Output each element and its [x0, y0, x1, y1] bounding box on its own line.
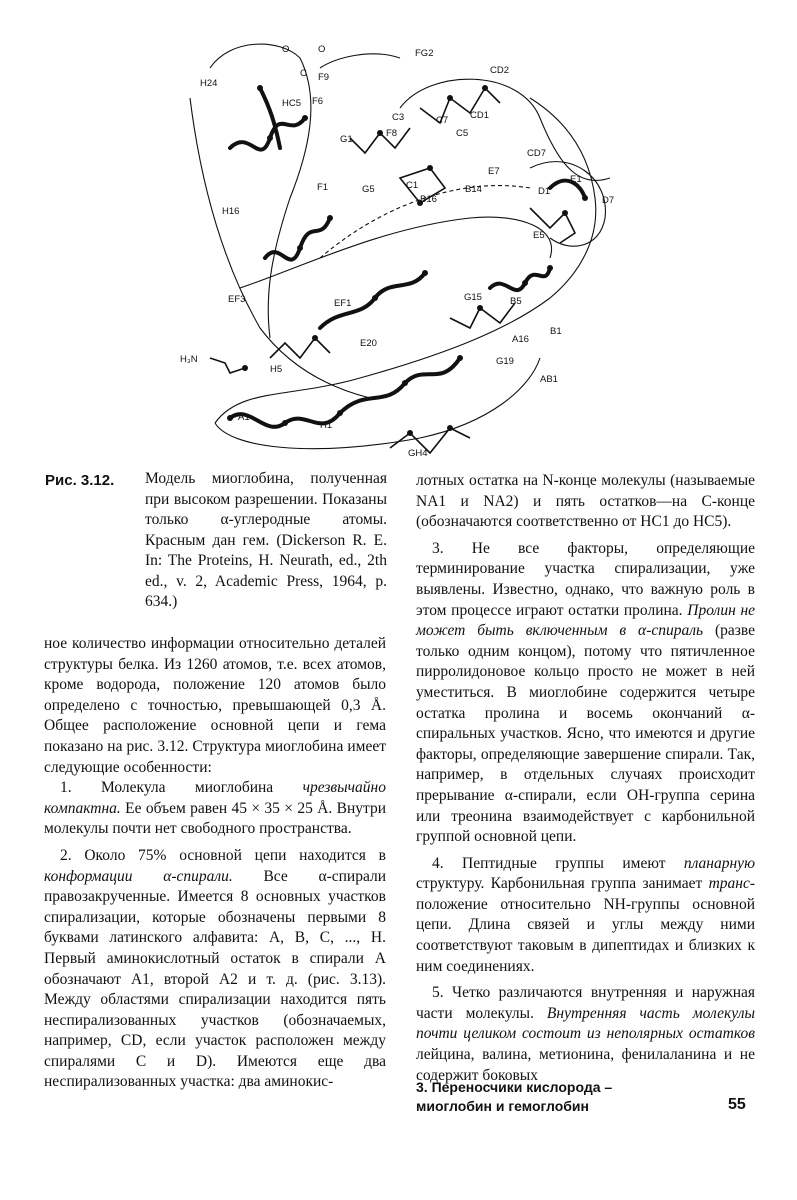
fig-label: E5	[533, 230, 545, 241]
paragraph: лотных остатка на N-конце молекулы (называемые NA1 и NA2) и пять остатков—на C-конце (обозначаются соответственно от HC1 до HC5).	[416, 472, 755, 531]
left-column	[44, 634, 386, 1093]
fig-label: C3	[392, 112, 405, 123]
section-title-line: миоглобин и гемоглобин	[416, 1098, 589, 1114]
fig-label: D1	[538, 186, 551, 197]
fig-label: C5	[456, 128, 469, 139]
fig-label: O	[282, 44, 290, 55]
fig-label: F9	[318, 72, 330, 83]
right-column	[416, 471, 755, 1086]
fig-label: F8	[386, 128, 398, 139]
fig-label: B16	[420, 194, 437, 205]
section-title-line: 3. Переносчики кислорода –	[416, 1079, 613, 1095]
fig-label: EF1	[334, 298, 352, 309]
fig-label: F6	[312, 96, 324, 107]
paragraph: ное количество информации относительно деталей структуры белка. Из 1260 атомов, т.е. всех атомов, кроме водорода, положение 120 атомов было определено с точностью, превышающей 0,3 Å. Общее расположение основной цепи и гема показано на рис. 3.12. Структура миоглобина имеет следующие особенности:	[44, 635, 386, 776]
fig-label: FG2	[415, 48, 434, 59]
n-terminus-label: H₃N	[180, 354, 198, 365]
fig-label: G19	[496, 356, 514, 367]
fig-label: HC5	[282, 98, 302, 109]
figure-caption-text: Модель миоглобина, полученная при высоком разрешении. Показаны только α-углеродные атомы. Красным дан гем. (Dickerson R. E. In: The Proteins, H. Neurath, ed., 2th ed., v. 2, Academic Press, 1964, p. 634.)	[145, 470, 387, 610]
fig-label: CD1	[470, 110, 490, 121]
fig-label: B1	[550, 326, 562, 337]
fig-label: EF3	[228, 294, 246, 305]
fig-label: E7	[488, 166, 500, 177]
fig-label: AB1	[540, 374, 558, 385]
paragraph: 5. Четко различаются внутренняя и наружная части молекулы. Внутренняя часть молекулы почти целиком состоит из неполярных остатков лейцина, валина, метионина, фенилаланина и не содержит боковых	[416, 984, 756, 1084]
paragraph: 1. Молекула миоглобина чрезвычайно компактна. Ее объем равен 45 × 35 × 25 Å. Внутри молекулы почти нет свободного пространства.	[44, 779, 386, 838]
paragraph: 4. Пептидные группы имеют планарную структуру. Карбонильная группа занимает транс-положение относительно NH-группы основной цепи. Длина связей и углы между ними соответствуют таковым в дипептидах и близких к ним соединениях.	[416, 854, 755, 975]
paragraph: 3. Не все факторы, определяющие терминирование участка спирализации, уже выявлены. Известно, однако, что важную роль в этом процессе играют остатки пролина. Пролин не может быть включенным в α-спираль (разве только одним концом), потому что пятичленное пирролидоновое кольцо просто не может в ней уместиться. В миоглобине содержится четыре остатка пролина и восемь окончаний α-спиральных участков. Ясно, что имеются и другие факторы, определяющие завершение спирали. Так, например, в отдельных случаях происходит прерывание α-спирали, если OH-группа серина или треонина взаимодействует с карбонильной группой основной цепи.	[416, 539, 756, 846]
fig-label: B14	[465, 184, 482, 195]
fig-label: H16	[222, 206, 240, 217]
fig-label: CD7	[527, 148, 547, 159]
fig-label: A16	[512, 334, 529, 345]
fig-label: C	[300, 68, 307, 79]
fig-label: B5	[510, 296, 522, 307]
fig-label: G1	[340, 134, 353, 145]
fig-label: F1	[317, 182, 329, 193]
fig-label: O	[318, 44, 326, 55]
fig-label: H5	[270, 364, 283, 375]
section-footer	[416, 1078, 612, 1116]
myoglobin-diagram	[170, 28, 630, 468]
fig-label: A1	[238, 412, 250, 423]
myoglobin-figure	[170, 28, 630, 468]
fig-label: G15	[464, 292, 482, 303]
figure-caption-label: Рис. 3.12.	[45, 472, 115, 489]
fig-label: C1	[406, 180, 419, 191]
fig-label: C7	[436, 115, 449, 126]
fig-label: GH4	[408, 448, 428, 459]
fig-label: H1	[320, 420, 333, 431]
fig-label: E20	[360, 338, 377, 349]
paragraph: 2. Около 75% основной цепи находится в конформации α-спирали. Все α-спирали правозакрученные. Имеется 8 основных участков спирализации, которые обозначены первыми 8 буквами латинского алфавита: A, B, C, ..., H. Первый аминокислотный остаток в спирали A обозначают A1, второй A2 и т. д. (рис. 3.13). Между областями спирализации находится пять неспирализованных участков (обозначаемых, например, CD, если участок расположен между спиралями C и D). Имеются еще два неспирализованных участка: два аминокис-	[44, 846, 386, 1091]
fig-label: CD2	[490, 65, 510, 76]
fig-label: D7	[602, 195, 615, 206]
fig-label: E1	[570, 174, 582, 185]
page-number: 55	[728, 1096, 746, 1113]
fig-label: G5	[362, 184, 375, 195]
fig-label: H24	[200, 78, 218, 89]
